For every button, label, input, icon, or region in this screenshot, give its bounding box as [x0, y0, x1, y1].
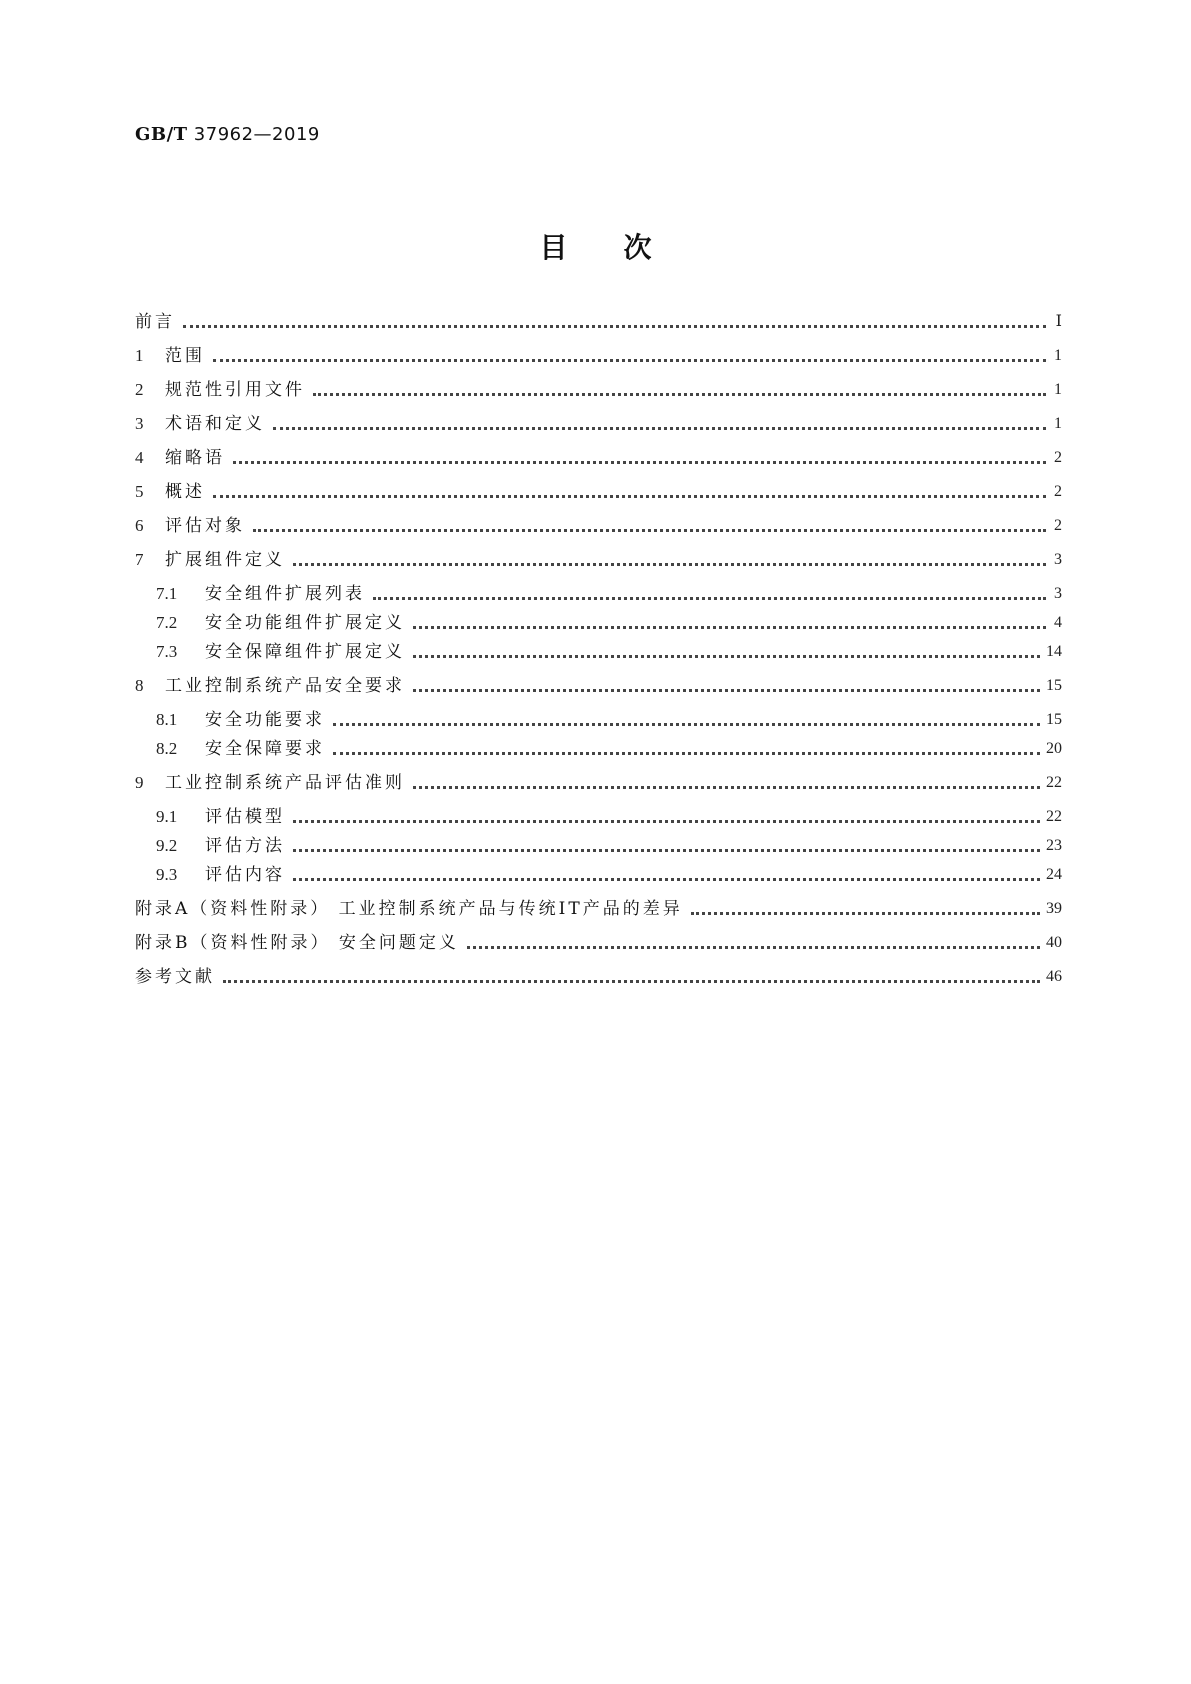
toc-entry-number: 8.2 [156, 739, 178, 758]
toc-entry-title: 安全组件扩展列表 [205, 584, 365, 604]
toc-entry-page: Ⅰ [1055, 313, 1062, 330]
toc-entry-8[interactable] [135, 673, 1062, 697]
toc-entry-title: 附录B（资料性附录） 安全问题定义 [135, 933, 459, 953]
toc-entry-7-3[interactable] [156, 639, 1062, 663]
toc-entry-title: 评估对象 [165, 516, 245, 536]
toc-entry-number: 8 [135, 676, 144, 695]
standard-prefix: GB/T [135, 124, 188, 145]
toc-entry-number: 4 [135, 448, 144, 467]
toc-entry-page: 46 [1046, 968, 1062, 985]
toc-entry-page: 3 [1054, 551, 1062, 568]
toc-entry-page: 3 [1054, 585, 1062, 602]
toc-entry-4[interactable] [135, 445, 1062, 469]
toc-entry-3[interactable] [135, 411, 1062, 435]
toc-entry-title: 缩略语 [165, 448, 225, 468]
toc-entry-page: 15 [1046, 711, 1062, 728]
standard-code [135, 124, 320, 145]
toc-entry-page: 2 [1054, 449, 1062, 466]
toc-entry-page: 22 [1046, 774, 1062, 791]
toc-entry-appendix-a[interactable] [135, 896, 1062, 920]
standard-number: 37962—2019 [193, 124, 320, 145]
dot-leader [333, 723, 1040, 726]
toc-entry-page: 1 [1054, 347, 1062, 364]
toc-entry-page: 24 [1046, 866, 1062, 883]
toc-entry-number: 7.2 [156, 613, 178, 632]
dot-leader [467, 946, 1040, 949]
toc-entry-page: 4 [1054, 614, 1062, 631]
toc-entry-7[interactable] [135, 547, 1062, 571]
toc-entry-page: 20 [1046, 740, 1062, 757]
toc-entry-9-2[interactable] [156, 833, 1062, 857]
toc-entry-1[interactable] [135, 343, 1062, 367]
toc-entry-page: 40 [1046, 934, 1062, 951]
toc-entry-page: 2 [1054, 483, 1062, 500]
toc-entry-number: 9.3 [156, 865, 178, 884]
toc-entry-9-1[interactable] [156, 804, 1062, 828]
dot-leader [413, 689, 1040, 692]
dot-leader [253, 529, 1046, 532]
toc-entry-number: 9.1 [156, 807, 178, 826]
toc-entry-title: 安全功能要求 [205, 710, 325, 730]
dot-leader [413, 626, 1046, 629]
dot-leader [293, 563, 1046, 566]
toc-entry-page: 1 [1054, 415, 1062, 432]
dot-leader [293, 849, 1040, 852]
toc-entry-title: 术语和定义 [165, 414, 265, 434]
toc-entry-title: 概述 [165, 482, 205, 502]
toc-entry-number: 1 [135, 346, 144, 365]
toc-entry-5[interactable] [135, 479, 1062, 503]
toc-entry-page: 15 [1046, 677, 1062, 694]
toc-entry-appendix-b[interactable] [135, 930, 1062, 954]
page-title: 目次 [539, 231, 708, 264]
dot-leader [373, 597, 1046, 600]
toc-entry-foreword[interactable] [135, 309, 1062, 333]
dot-leader [691, 912, 1040, 915]
dot-leader [313, 393, 1046, 396]
dot-leader [333, 752, 1040, 755]
toc-entry-title: 范围 [165, 346, 205, 366]
toc-entry-page: 39 [1046, 900, 1062, 917]
toc-entry-number: 7.3 [156, 642, 178, 661]
dot-leader [413, 786, 1040, 789]
toc-entry-8-1[interactable] [156, 707, 1062, 731]
toc-entry-number: 2 [135, 380, 144, 399]
toc-entry-page: 2 [1054, 517, 1062, 534]
toc-entry-title: 前言 [135, 312, 175, 332]
toc-entry-number: 3 [135, 414, 144, 433]
toc-entry-title: 安全保障要求 [205, 739, 325, 759]
toc-entry-number: 7.1 [156, 584, 178, 603]
toc-entry-page: 23 [1046, 837, 1062, 854]
dot-leader [413, 655, 1040, 658]
toc-entry-2[interactable] [135, 377, 1062, 401]
toc-entry-title: 评估内容 [205, 865, 285, 885]
toc-entry-8-2[interactable] [156, 736, 1062, 760]
toc-entry-title: 扩展组件定义 [165, 550, 285, 570]
toc-entry-title: 评估方法 [205, 836, 285, 856]
toc-entry-number: 9 [135, 773, 144, 792]
toc-entry-title: 规范性引用文件 [165, 380, 305, 400]
toc-entry-number: 5 [135, 482, 144, 501]
toc-entry-9[interactable] [135, 770, 1062, 794]
toc-entry-title: 附录A（资料性附录） 工业控制系统产品与传统IT产品的差异 [135, 899, 683, 919]
toc-entry-9-3[interactable] [156, 862, 1062, 886]
dot-leader [213, 359, 1046, 362]
toc-entry-number: 7 [135, 550, 144, 569]
toc-entry-title: 工业控制系统产品评估准则 [165, 773, 405, 793]
dot-leader [233, 461, 1046, 464]
toc-entry-6[interactable] [135, 513, 1062, 537]
toc-entry-title: 参考文献 [135, 967, 215, 987]
toc-entry-number: 9.2 [156, 836, 178, 855]
toc-entry-title: 安全功能组件扩展定义 [205, 613, 405, 633]
toc-entry-references[interactable] [135, 964, 1062, 988]
dot-leader [213, 495, 1046, 498]
toc-entry-title: 安全保障组件扩展定义 [205, 642, 405, 662]
toc-entry-title: 工业控制系统产品安全要求 [165, 676, 405, 696]
toc-entry-number: 6 [135, 516, 144, 535]
dot-leader [223, 980, 1040, 983]
toc-entry-page: 1 [1054, 381, 1062, 398]
toc-entry-7-2[interactable] [156, 610, 1062, 634]
dot-leader [293, 820, 1040, 823]
toc-entry-7-1[interactable] [156, 581, 1062, 605]
toc-entry-page: 22 [1046, 808, 1062, 825]
toc-entry-page: 14 [1046, 643, 1062, 660]
dot-leader [293, 878, 1040, 881]
dot-leader [273, 427, 1046, 430]
toc-entry-title: 评估模型 [205, 807, 285, 827]
dot-leader [183, 325, 1046, 328]
toc-entry-number: 8.1 [156, 710, 178, 729]
